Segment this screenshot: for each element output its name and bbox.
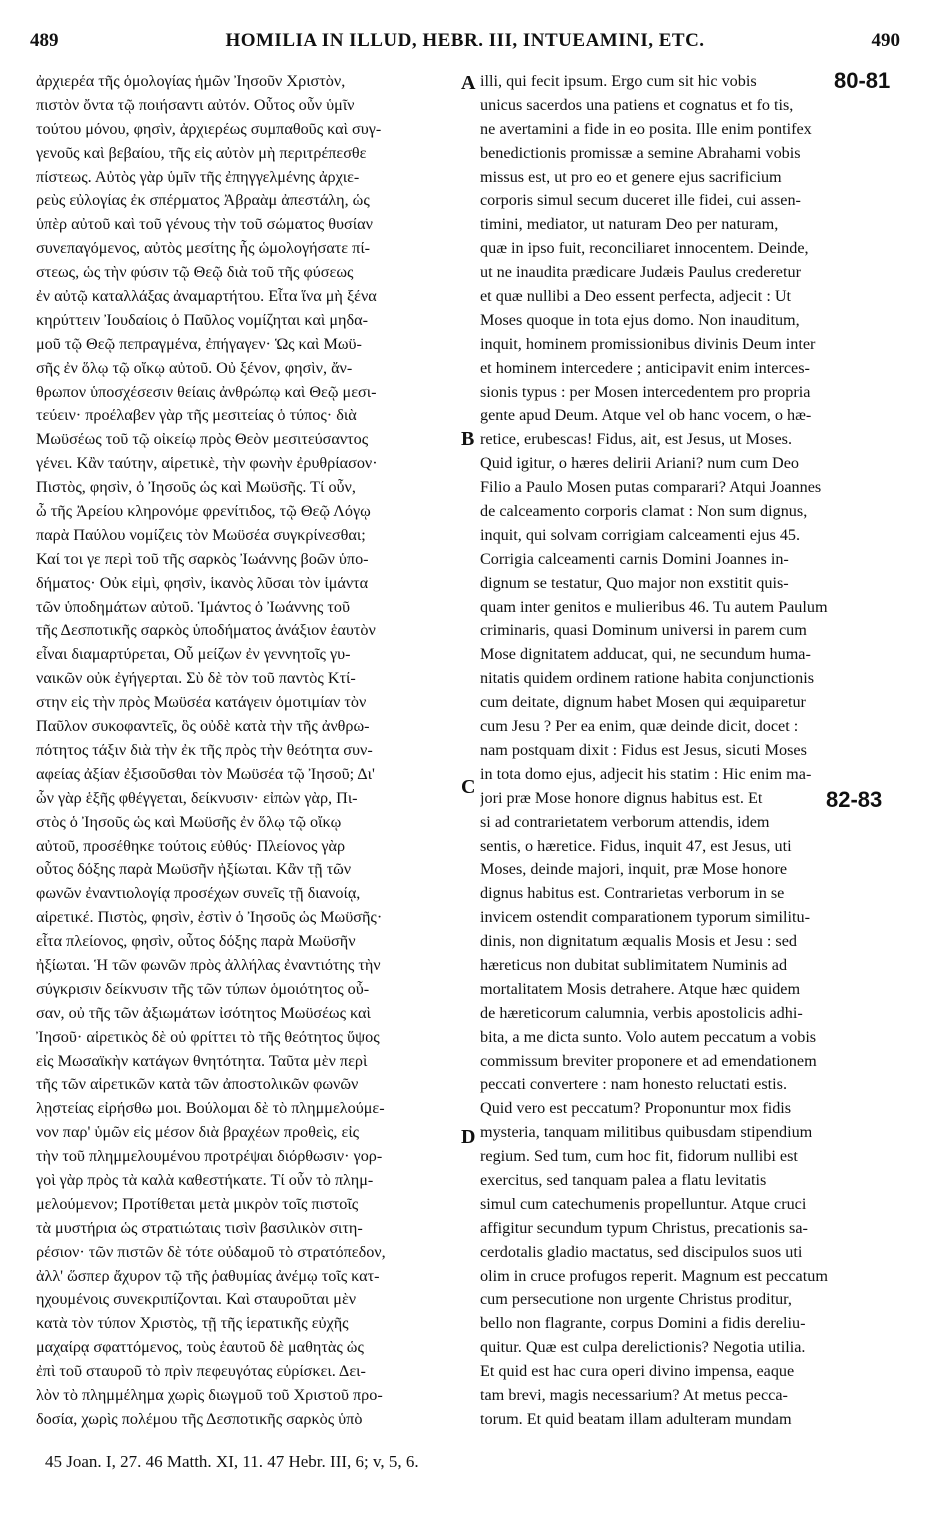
greek-line: Ἰησοῦ· αἱρετικὸς δὲ οὐ φρίττει τὸ τῆς θεότητος ὕψος xyxy=(36,1027,380,1046)
greek-line: ἀρχιερέα τῆς ὁμολογίας ἡμῶν Ἰησοῦν Χριστὸν, xyxy=(36,72,346,90)
latin-line: inquit, hominem promissionibus divinis Deum inter xyxy=(480,334,816,353)
greek-line: ἀλλ' ὥσπερ ἄχυρον τῷ τῆς ῥαθυμίας ἀνέμῳ τοῖς κατ- xyxy=(36,1266,380,1285)
latin-line: Mose dignitatem adducat, qui, ne secundum huma- xyxy=(480,645,811,664)
greek-line: εἶναι διαμαρτύρεται, Οὗ μείζων ἐν γεννητοῖς γυ- xyxy=(36,645,351,664)
page-header xyxy=(30,30,900,60)
greek-line: τῆς τῶν αἱρετικῶν κατὰ τῶν ἀποστολικῶν φωνῶν xyxy=(36,1075,359,1094)
latin-line: exercitus, sed tanquam palea a flatu levitatis xyxy=(480,1170,767,1189)
greek-line: δοσία, χωρὶς πολέμου τῆς Δεσποτικῆς σαρκὸς ὑπὸ xyxy=(36,1409,363,1428)
latin-line: hæreticus non dubitat sublimitatem Numinis ad xyxy=(480,955,788,974)
greek-line: ὧν γὰρ ἑξῆς φθέγγεται, δείκνυσιν· εἰπὼν γὰρ, Πι- xyxy=(36,788,358,807)
greek-line: πίστεως. Αὐτὸς γὰρ ὑμῖν τῆς ἐπηγγελμένης ἀρχιε- xyxy=(36,167,360,186)
greek-line: ὑπὲρ αὐτοῦ καὶ τοῦ γένους τὴν τοῦ σώματος θυσίαν xyxy=(36,215,373,234)
greek-line: γένει. Κἂν ταύτην, αἱρετικὲ, τὴν φωνὴν ἐρυθρίασον· xyxy=(36,454,378,473)
greek-line: πιστὸν ὄντα τῷ ποιήσαντι αὐτόν. Οὗτος οὖν ὑμῖν xyxy=(36,95,355,114)
latin-line: olim in cruce profugos reperit. Magnum est peccatum xyxy=(480,1266,828,1285)
greek-line: πότητος τάξιν διὰ τὴν ἐκ τῆς πρὸς τὴν θεότητα συν- xyxy=(36,740,373,759)
latin-line: Moses quoque in tota ejus domo. Non inauditum, xyxy=(480,310,800,329)
greek-line: ρέσιον· τῶν πιστῶν δὲ τότε οὐδαμοῦ τὸ στρατόπεδον, xyxy=(36,1242,386,1261)
latin-line: jori præ Mose honore dignus habitus est. Et xyxy=(480,788,763,807)
greek-line: τὰ μυστήρια ὡς στρατιώταις τισὶν βασιλικὸν σιτη- xyxy=(36,1218,363,1237)
right-page-number: 490 xyxy=(871,30,900,51)
latin-line: gente apud Deum. Atque vel ob hanc vocem, o hæ- xyxy=(480,406,812,425)
latin-line: nam postquam dixit : Fidus est Jesus, sicuti Moses xyxy=(480,740,807,759)
greek-line: σύγκρισιν δείκνυσιν τῆς τῶν τύπων ὁμοιότητος οὖ- xyxy=(36,979,370,998)
greek-line: παρὰ Παύλου νομίζεις τὸν Μωϋσέα συγκρίνεσθαι; xyxy=(36,525,366,544)
greek-line: τῶν ὑποδημάτων αὐτοῦ. Ἱμάντος ὁ Ἰωάννης τοῦ xyxy=(36,597,350,616)
greek-line: τούτου μόνου, φησὶν, ἀρχιερέως συμπαθοῦς καὶ συγ- xyxy=(36,119,382,138)
footnotes: 45 Joan. I, 27. 46 Matth. XI, 11. 47 Hebr. III, 6; v, 5, 6. xyxy=(45,1452,419,1471)
latin-line: regium. Sed tum, cum hoc fit, fidorum nullibi est xyxy=(480,1147,798,1166)
greek-line: ρεὺς εὐλογίας ἐκ σπέρματος Ἀβραὰμ ἀπεστάλη, ὡς xyxy=(36,191,370,210)
latin-line: de hæreticorum calumnia, verbis apostolicis adhi- xyxy=(480,1003,803,1022)
latin-line: nitatis quidem ordinem ratione habita conjunctionis xyxy=(480,669,815,688)
latin-line: affigitur secundum typum Christus, precationis sa- xyxy=(480,1218,808,1237)
left-page-number: 489 xyxy=(30,30,59,51)
section-marker-a: A xyxy=(461,72,476,94)
latin-line: Corrigia calceamenti carnis Domini Joannes in- xyxy=(480,549,789,568)
latin-line: Quid igitur, o hæres delirii Ariani? num cum Deo xyxy=(480,454,799,473)
greek-line: γενοῦς καὶ βεβαίου, τῆς εἰς αὐτὸν μὴ περιτρέπεσθε xyxy=(36,143,367,162)
latin-line: ne avertamini a fide in eo posita. Ille enim pontifex xyxy=(480,119,812,138)
latin-line: ut ne inaudita prædicare Judæis Paulus crederetur xyxy=(480,263,801,282)
latin-line: Quid vero est peccatum? Proponuntur mox fidis xyxy=(480,1099,792,1118)
latin-line: inquit, qui solvam corrigiam calceamenti ejus 45. xyxy=(480,525,801,544)
latin-column xyxy=(480,70,895,1432)
latin-line: dinis, non dignitatum æqualis Mosis et Jesu : sed xyxy=(480,932,798,951)
latin-line: Filio a Paulo Mosen putas comparari? Atqui Joannes xyxy=(480,478,822,497)
greek-line: εἰς Μωσαϊκὴν κατάγων θνητότητα. Ταῦτα μὲν περὶ xyxy=(36,1051,368,1070)
greek-line: κατὰ τὸν τύπον Χριστὸς, τῇ τῆς ἱερατικῆς εὐχῆς xyxy=(36,1314,349,1333)
latin-line: tam brevi, magis necessarium? At metus pecca- xyxy=(480,1385,788,1404)
latin-line: benedictionis promissæ a semine Abrahami vobis xyxy=(480,143,801,162)
latin-line: et hominem intercedere ; anticipavit enim interces- xyxy=(480,358,810,377)
greek-line: φωνῶν ἐναντιολογίᾳ προσέχων συνεῖς τῇ διανοίᾳ, xyxy=(36,884,361,903)
latin-line: dignum se testatur, Quo major non exstitit quis- xyxy=(480,573,789,592)
greek-line: Μωϋσέως τοῦ τῷ οἰκείῳ πρὸς Θεὸν μεσιτεύσαντος xyxy=(36,430,369,449)
greek-line: αἱρετικέ. Πιστὸς, φησὶν, ἐστὶν ὁ Ἰησοῦς ὡς Μωϋσῆς· xyxy=(36,908,383,927)
greek-line: θρωπον ὑποσχέσεσιν θείαις ἀνθρώπῳ καὶ Θεῷ μεσι- xyxy=(36,382,377,401)
latin-line: bita, a me dicta sunto. Volo autem peccatum a vobis xyxy=(480,1027,817,1046)
latin-line: cerdotalis gladio mactatus, sed discipulos suos uti xyxy=(480,1242,803,1261)
latin-line: dignus habitus est. Contrarietas verborum in se xyxy=(480,884,785,903)
latin-line: cum persecutione non urgente Christus proditur, xyxy=(480,1290,792,1309)
greek-line: στην εἰς τὴν πρὸς Μωϋσέα κατάγειν ὁμοτιμίαν τὸν xyxy=(36,693,367,712)
greek-line: ναικῶν οὐκ ἐγήγερται. Σὺ δὲ τὸν τοῦ παντὸς Κτί- xyxy=(36,669,356,688)
greek-line: Παῦλον συκοφαντεῖς, ὃς οὐδὲ κατὰ τὴν τῆς ἀνθρω- xyxy=(36,717,370,736)
greek-line: μοῦ τῷ Θεῷ πεπραγμένα, ἐπήγαγεν· Ὡς καὶ Μωϋ- xyxy=(36,334,362,353)
greek-line: γοὶ γὰρ πρὸς τὰ καλὰ καθεστήκατε. Τί οὖν τὸ πλημ- xyxy=(36,1170,374,1189)
latin-line: in tota domo ejus, adjecit his statim : Hic enim ma- xyxy=(480,764,812,783)
latin-line: cum deitate, dignum habet Mosen qui æquiparetur xyxy=(480,693,806,712)
greek-line: λῃστείας εἰρήσθω μοι. Βούλομαι δὲ τὸ πλημμελούμε- xyxy=(36,1099,385,1118)
latin-line: quæ in ipso fuit, reconciliaret innocentem. Deinde, xyxy=(480,239,809,258)
section-marker-c: C xyxy=(461,776,476,798)
greek-line: ἐν αὐτῷ καταλλάξας ἀναμαρτήτου. Εἶτα ἵνα μὴ ξένα xyxy=(36,287,377,306)
greek-line: σῆς ἐν ὅλῳ τῷ οἴκῳ αὐτοῦ. Οὐ ξένον, φησὶν, ἄν- xyxy=(36,358,353,377)
latin-line: Et quid est hac cura operi divino impensa, eaque xyxy=(480,1362,795,1381)
greek-line: κηρύττειν Ἰουδαίοις ὁ Παῦλος νομίζηται καὶ μηδα- xyxy=(36,310,368,329)
greek-column xyxy=(36,70,456,1432)
latin-line: invicem ostendit comparationem typorum similitu- xyxy=(480,908,810,927)
latin-line: si ad contrarietatem verborum attendis, idem xyxy=(480,812,770,831)
greek-line: δήματος· Οὐκ εἰμὶ, φησὶν, ἱκανὸς λῦσαι τὸν ἱμάντα xyxy=(36,573,369,592)
greek-line: στὸς ὁ Ἰησοῦς ὡς καὶ Μωϋσῆς ἐν ὅλῳ τῷ οἴκῳ xyxy=(36,812,342,831)
latin-line: commissum breviter proponere et ad emendationem xyxy=(480,1051,817,1070)
latin-line: unicus sacerdos una patiens et cognatus et fo tis, xyxy=(480,95,794,114)
greek-line: τῆς Δεσποτικῆς σαρκὸς ὑποδήματος ἀνάξιον ἑαυτὸν xyxy=(36,621,376,640)
latin-line: sionis typus : per Mosen intercedentem pro propria xyxy=(480,382,811,401)
greek-line: νον παρ' ὑμῶν εἰς μέσον διὰ βραχέων προθεὶς, εἰς xyxy=(36,1123,360,1142)
latin-line: peccati convertere : nam honesto reluctati estis. xyxy=(480,1075,787,1094)
greek-line: ἠξίωται. Ἡ τῶν φωνῶν πρὸς ἀλλήλας ἐναντιότης τὴν xyxy=(36,955,381,974)
greek-line: Πιστὸς, φησὶν, ὁ Ἰησοῦς ὡς καὶ Μωϋσῆς. Τί οὖν, xyxy=(36,478,356,497)
latin-line: sentis, o hæretice. Fidus, inquit 47, est Jesus, uti xyxy=(480,836,792,855)
latin-line: corporis simul secum duceret ille fidei, cui assen- xyxy=(480,191,801,210)
column-number-82-83: 82-83 xyxy=(826,787,883,812)
latin-line: mysteria, tanquam militibus quibusdam stipendium xyxy=(480,1123,813,1142)
latin-line: cum Jesu ? Per ea enim, quæ deinde dicit, docet : xyxy=(480,717,799,736)
latin-line: Moses, deinde majori, inquit, præ Mose honore xyxy=(480,860,788,879)
greek-line: ηχουμένοις συνεκριπίζονται. Καὶ σταυροῦται μὲν xyxy=(36,1290,357,1309)
column-number-80-81: 80-81 xyxy=(834,68,891,93)
greek-line: μελούμενον; Προτίθεται μετὰ μικρὸν τοῖς πιστοῖς xyxy=(36,1194,359,1213)
greek-line: στεως, ὡς τὴν φύσιν τῷ Θεῷ διὰ τοῦ τῆς φύσεως xyxy=(36,263,354,282)
latin-line: simul cum catechumenis propelluntur. Atque cruci xyxy=(480,1194,807,1213)
latin-line: de calceamento corporis clamat : Non sum dignus, xyxy=(480,502,808,521)
latin-line: criminaris, quasi Dominum universi in parem cum xyxy=(480,621,807,640)
latin-line: retice, erubescas! Fidus, ait, est Jesus, ut Moses. xyxy=(480,430,792,449)
latin-line: mortalitatem Mosis detrahere. Atque hæc quidem xyxy=(480,979,801,998)
greek-line: τὴν τοῦ πλημμελουμένου προτρέψαι διόρθωσιν· γορ- xyxy=(36,1147,383,1166)
latin-line: quitur. Quæ est culpa derelictionis? Negotia utilia. xyxy=(480,1338,806,1357)
section-marker-d: D xyxy=(461,1126,476,1148)
greek-line: τεύειν· προέλαβεν γὰρ τῆς μεσιτείας ὁ τύπος· διὰ xyxy=(36,406,357,425)
latin-line: torum. Et quid beatam illam adulteram mundam xyxy=(480,1409,792,1428)
greek-line: μαχαίρᾳ σφαττόμενος, τοὺς ἑαυτοῦ δὲ μαθητὰς ὡς xyxy=(36,1338,364,1357)
greek-line: ἐπὶ τοῦ σταυροῦ τὸ πρὶν πεφευγότας εὑρίσκει. Δει- xyxy=(36,1362,366,1381)
greek-line: αὐτοῦ, προσέθηκε τούτοις εὐθύς· Πλείονος γὰρ xyxy=(36,836,346,855)
latin-line: missus est, ut pro eo et genere ejus sacrificium xyxy=(480,167,782,186)
greek-line: οὗτος δόξης παρὰ Μωϋσῆν ἠξίωται. Κἂν τῇ τῶν xyxy=(36,860,352,879)
latin-line: et quæ nullibi a Deo essent perfecta, adjecit : Ut xyxy=(480,287,792,306)
greek-line: συνεπαγόμενος, αὐτὸς μεσίτης ἧς ὡμολογήσατε πί- xyxy=(36,239,371,258)
latin-line: timini, mediator, ut naturam Deo per naturam, xyxy=(480,215,779,234)
greek-line: εἶτα πλείονος, φησὶν, οὗτος δόξης παρὰ Μωϋσῆν xyxy=(36,932,356,951)
latin-line: bello non flagrante, corpus Domini a fidis dereliu- xyxy=(480,1314,806,1333)
greek-line: λὸν τὸ πλημμέλημα χωρὶς διωγμοῦ τοῦ Χριστοῦ προ- xyxy=(36,1385,383,1404)
latin-line: quam inter genitos e mulieribus 46. Tu autem Paulum xyxy=(480,597,828,616)
latin-line: illi, qui fecit ipsum. Ergo cum sit hic vobis xyxy=(480,72,757,90)
greek-line: Καί τοι γε περὶ τοῦ τῆς σαρκὸς Ἰωάννης βοῶν ὑπο- xyxy=(36,549,369,568)
greek-line: ὦ τῆς Ἀρείου κληρονόμε φρενίτιδος, τῷ Θεῷ Λόγῳ xyxy=(36,502,371,521)
greek-line: σαν, οὐ τῆς τῶν ἀξιωμάτων ἰσότητος Μωϋσέως καὶ xyxy=(36,1003,371,1022)
greek-line: αφείας ἀξίαν ἐξισοῦσθαι τὸν Μωϋσέα τῷ Ἰησοῦ; Δι' xyxy=(36,764,375,783)
running-title: HOMILIA IN ILLUD, HEBR. III, INTUEAMINI, ETC. xyxy=(225,30,705,51)
section-marker-b: B xyxy=(461,428,475,450)
